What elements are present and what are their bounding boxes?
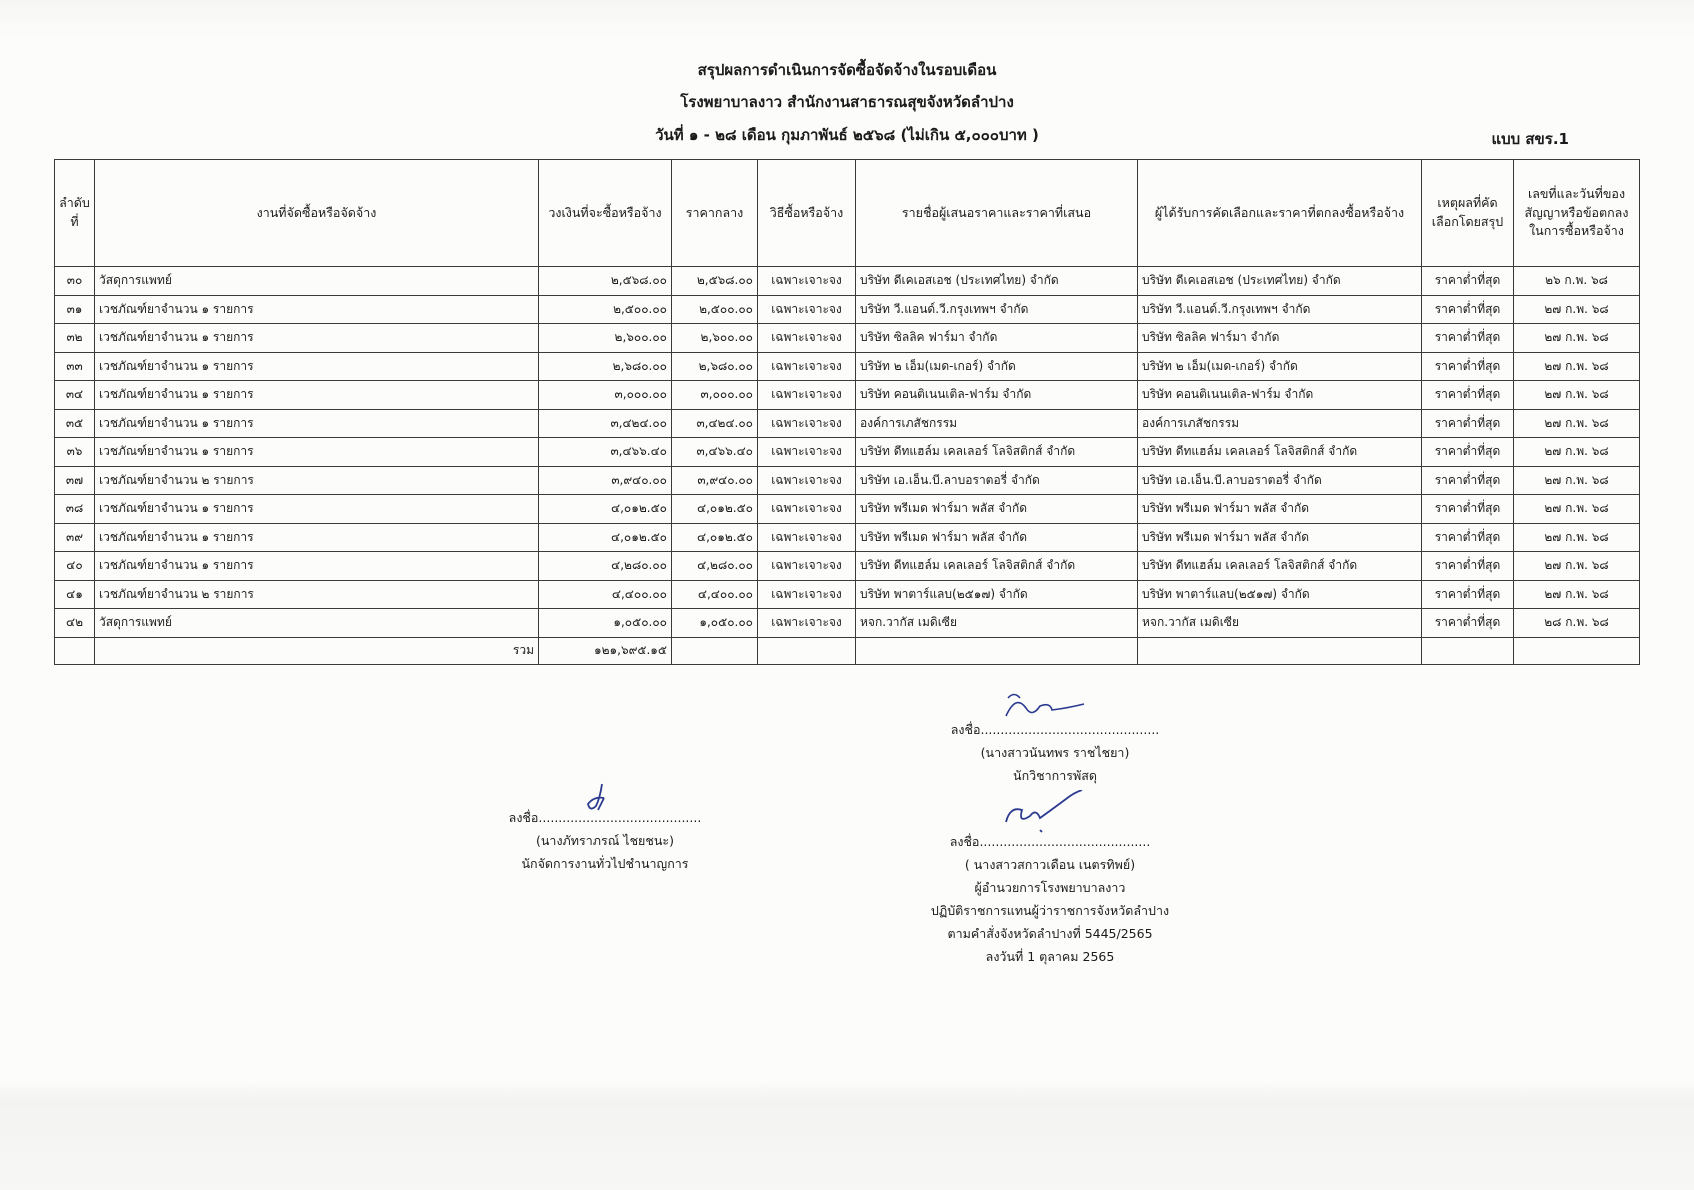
signature-line: ลงชื่อ............................................. [950,722,1160,737]
hospital-name: โรงพยาบาลงาว สำนักงานสาธารณสุขจังหวัดลำปาง [680,93,1014,111]
table-row [55,438,1640,467]
cell-method: เฉพาะเจาะจง [758,438,856,467]
table-row [55,523,1640,552]
cell-method: เฉพาะเจาะจง [758,580,856,609]
signatory-authority: ปฏิบัติราชการแทนผู้ว่าราชการจังหวัดลำปาง [930,903,1170,918]
cell-selected: บริษัท ดีเคเอสเอช (ประเทศไทย) จำกัด [1138,267,1422,296]
cell-selected: บริษัท พรีเมด ฟาร์มา พลัส จำกัด [1138,523,1422,552]
cell-reason: ราคาต่ำที่สุด [1422,295,1514,324]
cell-no: ๓๖ [55,438,95,467]
col-header-no: ลำดับที่ [55,160,95,267]
cell-selected: บริษัท ดีทแฮล์ม เคลเลอร์ โลจิสติกส์ จำกัด [1138,552,1422,581]
cell-method: เฉพาะเจาะจง [758,352,856,381]
cell-bidder: บริษัท พรีเมด ฟาร์มา พลัส จำกัด [856,523,1138,552]
cell-reason: ราคาต่ำที่สุด [1422,609,1514,638]
table-row [55,552,1640,581]
cell-selected: บริษัท คอนติเนนเติล-ฟาร์ม จำกัด [1138,381,1422,410]
cell-bidder: บริษัท พาตาร์แลบ(๒๕๑๗) จำกัด [856,580,1138,609]
table-row [55,495,1640,524]
cell-no: ๓๔ [55,381,95,410]
cell-method: เฉพาะเจาะจง [758,523,856,552]
procurement-table [54,159,1640,665]
cell-reason: ราคาต่ำที่สุด [1422,495,1514,524]
cell-selected: หจก.วากัส เมดิเซีย [1138,609,1422,638]
cell-no: ๔๑ [55,580,95,609]
cell-budget: ๔,๐๑๒.๕๐ [539,495,672,524]
cell-no: ๓๒ [55,324,95,353]
signature-scrawl-director [1000,790,1090,840]
signature-prefix: ลงชื่อ [949,834,980,849]
cell-no: ๓๗ [55,466,95,495]
cell-item: เวชภัณฑ์ยาจำนวน ๒ รายการ [95,580,539,609]
cell-item: วัสดุการแพทย์ [95,267,539,296]
cell-median-price: ๑,๐๕๐.๐๐ [672,609,758,638]
cell-reason: ราคาต่ำที่สุด [1422,466,1514,495]
cell-method: เฉพาะเจาะจง [758,495,856,524]
cell-reason: ราคาต่ำที่สุด [1422,438,1514,467]
signature-scrawl-officer [1000,690,1090,730]
cell-selected: องค์การเภสัชกรรม [1138,409,1422,438]
cell-method: เฉพาะเจาะจง [758,552,856,581]
table-row [55,295,1640,324]
signature-prefix: ลงชื่อ [508,810,539,825]
cell-median-price: ๒,๖๘๐.๐๐ [672,352,758,381]
cell-selected: บริษัท ๒ เอ็ม(เมด-เกอร์) จำกัด [1138,352,1422,381]
cell-no: ๓๘ [55,495,95,524]
cell-bidder: บริษัท ๒ เอ็ม(เมด-เกอร์) จำกัด [856,352,1138,381]
cell-item: เวชภัณฑ์ยาจำนวน ๑ รายการ [95,381,539,410]
cell-median-price: ๒,๖๐๐.๐๐ [672,324,758,353]
cell-contract: ๒๗ ก.พ. ๖๘ [1514,381,1640,410]
cell-method: เฉพาะเจาะจง [758,409,856,438]
cell-budget: ๑,๐๕๐.๐๐ [539,609,672,638]
cell-median-price: ๓,๔๖๖.๔๐ [672,438,758,467]
cell-median-price: ๔,๐๑๒.๕๐ [672,495,758,524]
signature-director [870,830,1230,968]
signature-prefix: ลงชื่อ [950,722,981,737]
cell-no: ๔๐ [55,552,95,581]
cell-contract: ๒๗ ก.พ. ๖๘ [1514,552,1640,581]
cell-item: เวชภัณฑ์ยาจำนวน ๒ รายการ [95,466,539,495]
signatory-order-date: ลงวันที่ 1 ตุลาคม 2565 [985,949,1115,964]
table-row [55,466,1640,495]
table-row [55,324,1640,353]
cell-reason: ราคาต่ำที่สุด [1422,580,1514,609]
cell-budget: ๒,๕๖๘.๐๐ [539,267,672,296]
cell-bidder: บริษัท คอนติเนนเติล-ฟาร์ม จำกัด [856,381,1138,410]
cell-no: ๓๕ [55,409,95,438]
report-period: วันที่ ๑ - ๒๘ เดือน กุมภาพันธ์ ๒๕๖๘ (ไม่เกิน ๕,๐๐๐บาท ) [655,126,1039,144]
cell-reason: ราคาต่ำที่สุด [1422,409,1514,438]
signature-scrawl-admin [580,780,620,820]
table-row [55,609,1640,638]
cell-selected: บริษัท ดีทแฮล์ม เคลเลอร์ โลจิสติกส์ จำกัด [1138,438,1422,467]
cell-bidder: บริษัท เอ.เอ็น.บี.ลาบอราตอรี่ จำกัด [856,466,1138,495]
total-label: รวม [95,637,539,664]
cell-item: เวชภัณฑ์ยาจำนวน ๑ รายการ [95,438,539,467]
cell-item: เวชภัณฑ์ยาจำนวน ๑ รายการ [95,295,539,324]
cell-contract: ๒๗ ก.พ. ๖๘ [1514,324,1640,353]
cell-method: เฉพาะเจาะจง [758,267,856,296]
cell-contract: ๒๗ ก.พ. ๖๘ [1514,295,1640,324]
cell-no: ๓๐ [55,267,95,296]
col-header-item: งานที่จัดซื้อหรือจัดจ้าง [95,160,539,267]
cell-item: เวชภัณฑ์ยาจำนวน ๑ รายการ [95,352,539,381]
signatory-position: นักวิชาการพัสดุ [1013,768,1097,783]
cell-median-price: ๔,๐๑๒.๕๐ [672,523,758,552]
cell-reason: ราคาต่ำที่สุด [1422,352,1514,381]
cell-item: เวชภัณฑ์ยาจำนวน ๑ รายการ [95,324,539,353]
cell-item: วัสดุการแพทย์ [95,609,539,638]
cell-budget: ๒,๖๘๐.๐๐ [539,352,672,381]
table-row [55,267,1640,296]
table-row [55,580,1640,609]
col-header-method: วิธีซื้อหรือจ้าง [758,160,856,267]
cell-reason: ราคาต่ำที่สุด [1422,324,1514,353]
cell-item: เวชภัณฑ์ยาจำนวน ๑ รายการ [95,495,539,524]
cell-item: เวชภัณฑ์ยาจำนวน ๑ รายการ [95,552,539,581]
col-header-bidders: รายชื่อผู้เสนอราคาและราคาที่เสนอ [856,160,1138,267]
signatory-position: ผู้อำนวยการโรงพยาบาลงาว [974,880,1126,895]
cell-method: เฉพาะเจาะจง [758,381,856,410]
col-header-budget: วงเงินที่จะซื้อหรือจ้าง [539,160,672,267]
signatory-name: ( นางสาวสกาวเดือน เนตรทิพย์) [964,857,1136,872]
cell-bidder: บริษัท ซิลลิค ฟาร์มา จำกัด [856,324,1138,353]
col-header-contract: เลขที่และวันที่ของสัญญาหรือข้อตกลงในการซื้อหรือจ้าง [1514,160,1640,267]
cell-reason: ราคาต่ำที่สุด [1422,523,1514,552]
cell-budget: ๔,๔๐๐.๐๐ [539,580,672,609]
col-header-reason: เหตุผลที่คัดเลือกโดยสรุป [1422,160,1514,267]
cell-item: เวชภัณฑ์ยาจำนวน ๑ รายการ [95,409,539,438]
table-row [55,381,1640,410]
cell-contract: ๒๗ ก.พ. ๖๘ [1514,580,1640,609]
cell-selected: บริษัท พรีเมด ฟาร์มา พลัส จำกัด [1138,495,1422,524]
cell-budget: ๓,๐๐๐.๐๐ [539,381,672,410]
cell-median-price: ๓,๔๒๔.๐๐ [672,409,758,438]
cell-median-price: ๔,๒๘๐.๐๐ [672,552,758,581]
cell-method: เฉพาะเจาะจง [758,295,856,324]
cell-contract: ๒๖ ก.พ. ๖๘ [1514,267,1640,296]
cell-reason: ราคาต่ำที่สุด [1422,267,1514,296]
cell-contract: ๒๘ ก.พ. ๖๘ [1514,609,1640,638]
cell-bidder: บริษัท วี.แอนด์.วี.กรุงเทพฯ จำกัด [856,295,1138,324]
total-value: ๑๒๑,๖๙๕.๑๕ [539,637,672,664]
cell-method: เฉพาะเจาะจง [758,324,856,353]
cell-contract: ๒๗ ก.พ. ๖๘ [1514,352,1640,381]
signature-line: ลงชื่อ........................................... [949,834,1151,849]
cell-no: ๓๙ [55,523,95,552]
cell-contract: ๒๗ ก.พ. ๖๘ [1514,495,1640,524]
cell-no: ๓๑ [55,295,95,324]
cell-contract: ๒๗ ก.พ. ๖๘ [1514,466,1640,495]
cell-item: เวชภัณฑ์ยาจำนวน ๑ รายการ [95,523,539,552]
cell-contract: ๒๗ ก.พ. ๖๘ [1514,523,1640,552]
cell-bidder: บริษัท ดีทแฮล์ม เคลเลอร์ โลจิสติกส์ จำกัด [856,438,1138,467]
cell-median-price: ๒,๕๖๘.๐๐ [672,267,758,296]
cell-selected: บริษัท เอ.เอ็น.บี.ลาบอราตอรี่ จำกัด [1138,466,1422,495]
cell-selected: บริษัท ซิลลิค ฟาร์มา จำกัด [1138,324,1422,353]
cell-bidder: บริษัท พรีเมด ฟาร์มา พลัส จำกัด [856,495,1138,524]
table-header-row [55,160,1640,267]
col-header-median-price: ราคากลาง [672,160,758,267]
cell-bidder: หจก.วากัส เมดิเซีย [856,609,1138,638]
cell-bidder: องค์การเภสัชกรรม [856,409,1138,438]
cell-budget: ๔,๐๑๒.๕๐ [539,523,672,552]
cell-selected: บริษัท พาตาร์แลบ(๒๕๑๗) จำกัด [1138,580,1422,609]
signatory-position: นักจัดการงานทั่วไปชำนาญการ [521,856,689,871]
cell-method: เฉพาะเจาะจง [758,466,856,495]
cell-selected: บริษัท วี.แอนด์.วี.กรุงเทพฯ จำกัด [1138,295,1422,324]
table-row [55,352,1640,381]
signature-line: ลงชื่อ......................................... [508,810,702,825]
cell-contract: ๒๗ ก.พ. ๖๘ [1514,409,1640,438]
cell-budget: ๓,๔๒๔.๐๐ [539,409,672,438]
cell-median-price: ๓,๐๐๐.๐๐ [672,381,758,410]
cell-reason: ราคาต่ำที่สุด [1422,552,1514,581]
cell-contract: ๒๗ ก.พ. ๖๘ [1514,438,1640,467]
table-row [55,409,1640,438]
cell-method: เฉพาะเจาะจง [758,609,856,638]
cell-median-price: ๒,๕๐๐.๐๐ [672,295,758,324]
signatory-name: (นางภัทราภรณ์ ไชยชนะ) [536,833,674,848]
cell-bidder: บริษัท ดีเคเอสเอช (ประเทศไทย) จำกัด [856,267,1138,296]
cell-reason: ราคาต่ำที่สุด [1422,381,1514,410]
total-row [55,637,1640,664]
cell-budget: ๓,๙๔๐.๐๐ [539,466,672,495]
signatory-name: (นางสาวนันทพร ราชไชยา) [980,745,1130,760]
cell-no: ๓๓ [55,352,95,381]
cell-budget: ๓,๔๖๖.๔๐ [539,438,672,467]
report-title: สรุปผลการดำเนินการจัดซื้อจัดจ้างในรอบเดือน [697,61,997,79]
cell-bidder: บริษัท ดีทแฮล์ม เคลเลอร์ โลจิสติกส์ จำกัด [856,552,1138,581]
col-header-selected: ผู้ได้รับการคัดเลือกและราคาที่ตกลงซื้อหรือจ้าง [1138,160,1422,267]
cell-budget: ๒,๖๐๐.๐๐ [539,324,672,353]
signatory-order: ตามคำสั่งจังหวัดลำปางที่ 5445/2565 [947,926,1153,941]
cell-no: ๔๒ [55,609,95,638]
cell-budget: ๒,๕๐๐.๐๐ [539,295,672,324]
form-code: แบบ สขร.1 [1491,130,1569,148]
cell-median-price: ๓,๙๔๐.๐๐ [672,466,758,495]
cell-median-price: ๔,๔๐๐.๐๐ [672,580,758,609]
cell-budget: ๔,๒๘๐.๐๐ [539,552,672,581]
